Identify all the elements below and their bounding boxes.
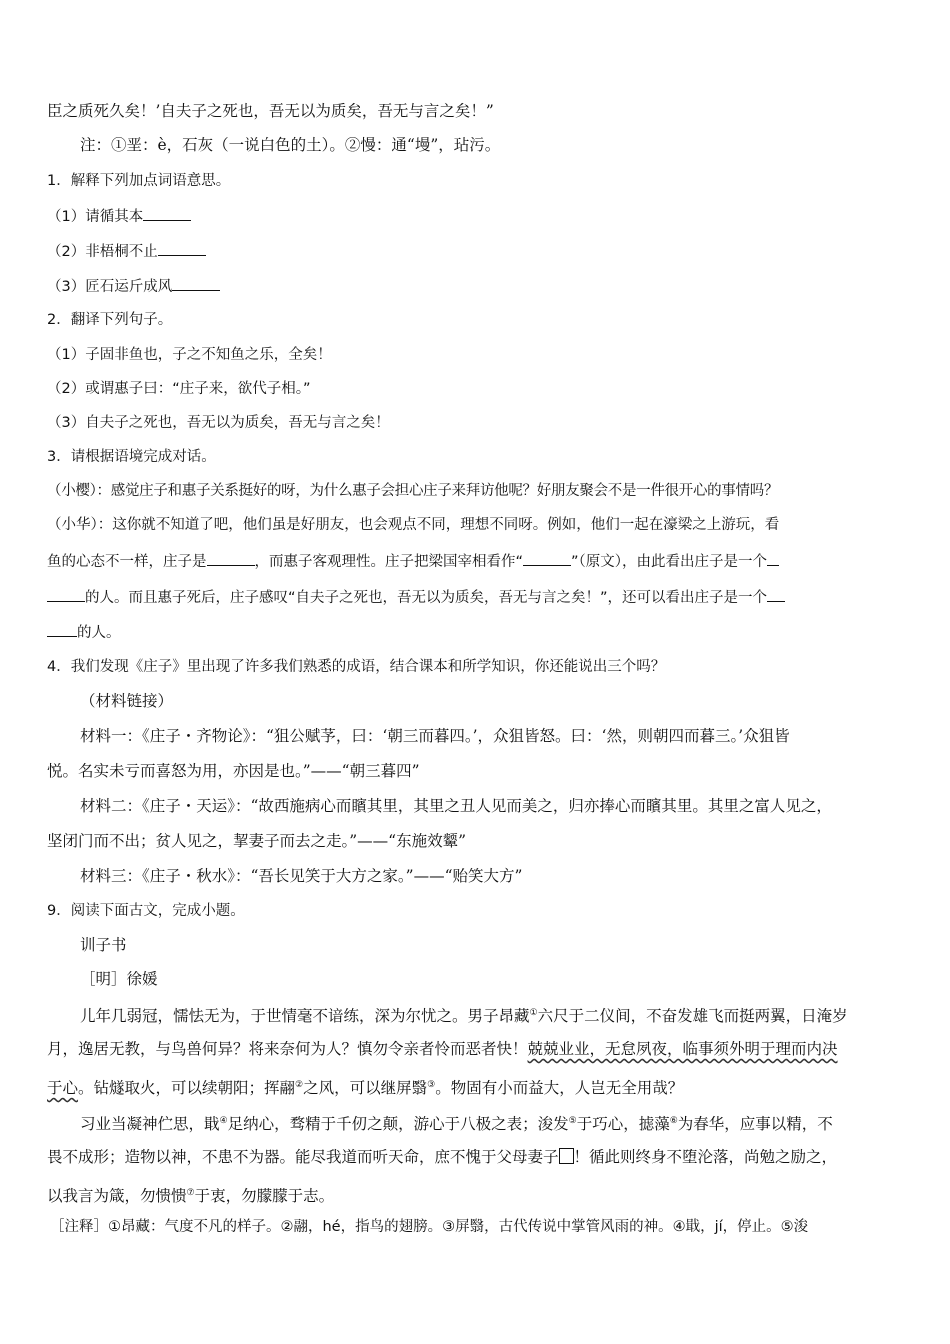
material-link-label: （材料链接） — [80, 692, 174, 710]
paragraph-2-line-3: 以我言为箴，勿愦愦⑦于衷，勿朦朦于志。 — [47, 1187, 335, 1206]
dialogue-line-4: 的人。而且惠子死后，庄子感叹“自夫子之死也，吾无以为质矣，吾无与言之矣！”，还可以看出庄子是一个 — [47, 585, 910, 609]
paragraph-2-line-1: 习业当凝神伫思，戢④足纳心，骛精于千仞之颠，游心于八极之表；浚发⑤于巧心，摅藻⑥为春华，应事以精，不 — [80, 1115, 833, 1134]
wavy-underlined-sentence: 兢兢业业，无怠夙夜，临事须外明于理而内决 — [527, 1040, 838, 1058]
paragraph-1-line-2: 月，逸居无教，与鸟兽何异？将来奈何为人？慎勿令亲者怜而恶者快！兢兢业业，无怠夙夜，临事须外明于理而内决 — [47, 1040, 838, 1058]
material-2-line-1: 材料二：《庄子・天运》：“故西施病心而矉其里，其里之丑人见而美之，归亦捧心而矉其里。其里之富人见之， — [80, 797, 832, 815]
wavy-underlined-sentence-end: 于心 — [47, 1079, 79, 1098]
question-9-title: 9．阅读下面古文，完成小题。 — [47, 903, 245, 919]
paragraph-2-line-2: 畏不成形；造物以神，不患不为器。能尽我道而听天命，庶不愧于父母妻子 ！循此则终身不堕沦落，尚勉之励之， — [47, 1148, 838, 1166]
dialogue-line-1: （小樱）：感觉庄子和惠子关系挺好的呀，为什么惠子会担心庄子来拜访他呢？好朋友聚会不是一件很开心的事情吗？ — [47, 483, 779, 499]
question-1-item-3: （3）匠石运斤成风 — [47, 274, 910, 298]
text-title: 训子书 — [80, 936, 127, 954]
question-2-item-3: （3）自夫子之死也，吾无以为质矣，吾无与言之矣！ — [47, 415, 390, 431]
dialogue-line-2: （小华）：这你就不知道了吧，他们虽是好朋友，也会观点不同，理想不同呀。例如，他们一起在濠梁之上游玩，看 — [47, 517, 780, 533]
answer-blank[interactable] — [767, 585, 785, 602]
question-1-title: 1．解释下列加点词语意思。 — [47, 173, 231, 189]
question-3-title: 3．请根据语境完成对话。 — [47, 449, 216, 465]
answer-blank[interactable] — [143, 204, 191, 221]
question-2-item-1: （1）子固非鱼也，子之不知鱼之乐，全矣！ — [47, 347, 332, 363]
answer-blank[interactable] — [47, 620, 77, 637]
dialogue-line-3: 鱼的心态不一样，庄子是 ，而惠子客观理性。庄子把梁国宰相看作“ ”（原文），由此看出庄子是一个 — [47, 549, 910, 573]
question-2-title: 2．翻译下列句子。 — [47, 312, 173, 328]
question-4-title: 4．我们发现《庄子》里出现了许多我们熟悉的成语，结合课本和所学知识，你还能说出三个吗？ — [47, 659, 666, 675]
answer-blank[interactable] — [523, 549, 571, 566]
passage-note: 注：①垩：è，石灰（一说白色的土）。②慢：通“墁”，玷污。 — [80, 136, 501, 154]
footnote-marker: ① — [529, 1008, 538, 1018]
question-1-item-2: （2）非梧桐不止 — [47, 239, 910, 263]
material-2-line-2: 坚闭门而不出；贫人见之，挈妻子而去之走。”——“东施效颦” — [47, 832, 467, 850]
text-author: ［明］徐媛 — [80, 970, 158, 988]
answer-blank[interactable] — [767, 549, 779, 566]
material-3: 材料三：《庄子・秋水》：“吾长见笑于大方之家。”——“贻笑大方” — [80, 867, 523, 885]
answer-blank[interactable] — [172, 274, 220, 291]
missing-character-box — [559, 1148, 574, 1164]
passage-end-line: 臣之质死久矣！’自夫子之死也，吾无以为质矣，吾无与言之矣！” — [47, 102, 494, 120]
answer-blank[interactable] — [207, 549, 255, 566]
answer-blank[interactable] — [158, 239, 206, 256]
material-1-line-1: 材料一：《庄子・齐物论》：“狙公赋芧，曰：‘朝三而暮四。’，众狙皆怒。曰：‘然，则朝四而暮三。’众狙皆 — [80, 727, 790, 745]
dialogue-line-5: 的人。 — [47, 620, 910, 644]
paragraph-1-line-3: 于心。钻燧取火，可以续朝阳；挥翮②之风，可以继屏翳③。物固有小而益大，人岂无全用哉？ — [47, 1079, 684, 1098]
question-2-item-2: （2）或谓惠子曰：“庄子来，欲代子相。” — [47, 381, 311, 397]
annotation-notes: ［注释］①昂藏：气度不凡的样子。②翮，hé，指鸟的翅膀。③屏翳，古代传说中掌管风雨的神。④戢，jí，停止。⑤浚 — [50, 1219, 809, 1235]
paragraph-1-line-1: 儿年几弱冠，懦怯无为，于世情毫不谙练，深为尔忧之。男子昂藏①六尺于二仪间，不奋发雄飞而挺两翼，日淹岁 — [80, 1007, 848, 1026]
question-1-item-1: （1）请循其本 — [47, 204, 910, 228]
material-1-line-2: 悦。名实未亏而喜怒为用，亦因是也。”——“朝三暮四” — [47, 762, 420, 780]
answer-blank[interactable] — [47, 585, 85, 602]
